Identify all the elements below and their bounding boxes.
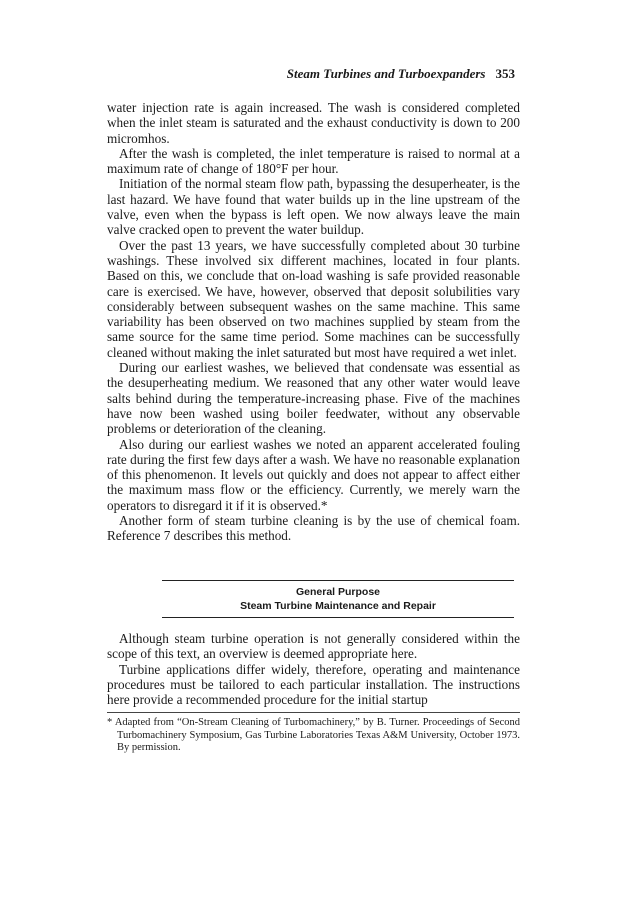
paragraph: Over the past 13 years, we have successfully completed about 30 turbine washings. These involved six different machines, located in four plants. Based on this, we conclude that on-load washing is safe provided reasonable care is exercised. We have, however, observed that deposit solubilities vary considerably between subsequent washes on the same machine. This same variability has been observed on two machines supplied by steam from the same source for the same time period. Some machines can be successfully cleaned without making the inlet saturated but most have required a wet inlet. xyxy=(107,237,520,360)
page-number: 353 xyxy=(495,66,515,81)
section-heading-line-1: General Purpose xyxy=(295,586,381,598)
paragraph: Initiation of the normal steam flow path, bypassing the desuperheater, is the last hazard. We have found that water builds up in the line upstream of the valve, even when the bypass is left open. We now always leave the main valve cracked open to prevent the water buildup. xyxy=(107,176,520,238)
section-heading-line-2: Steam Turbine Maintenance and Repair xyxy=(240,600,436,612)
paragraph: Although steam turbine operation is not generally considered within the scope of this text, an overview is deemed appropriate here. xyxy=(107,631,520,662)
section-heading xyxy=(162,580,514,618)
continuation-text xyxy=(107,100,520,544)
footnote xyxy=(107,712,520,755)
running-header xyxy=(287,66,515,82)
paragraph: water injection rate is again increased. The wash is considered completed when the inlet steam is saturated and the exhaust conductivity is down to 200 micromhos. xyxy=(107,100,520,146)
running-title: Steam Turbines and Turboexpanders xyxy=(286,66,486,81)
paragraph: During our earliest washes, we believed that condensate was essential as the desuperheating medium. We reasoned that any other water would leave salts behind during the temperature-increasing phase. Five of the machines have now been washed using boiler feedwater, without any observable problems or deterioration of the cleaning. xyxy=(107,360,520,437)
footnote-text: * Adapted from “On-Stream Cleaning of Turbomachinery,” by B. Turner. Proceedings of Second Turbomachinery Symposium, Gas Turbine Laboratories Texas A&M University, October 1973. By permission. xyxy=(107,717,520,753)
paragraph: Also during our earliest washes we noted an apparent accelerated fouling rate during the first few days after a wash. We have no reasonable explanation of this phenomenon. It levels out quickly and does not appear to affect either the maximum mass flow or the efficiency. Currently, we merely warn the operators to disregard it if it is observed.* xyxy=(107,436,520,513)
paragraph: Another form of steam turbine cleaning is by the use of chemical foam. Reference 7 describes this method. xyxy=(107,513,520,544)
paragraph: After the wash is completed, the inlet temperature is raised to normal at a maximum rate of change of 180°F per hour. xyxy=(107,145,520,177)
paragraph: Turbine applications differ widely, therefore, operating and maintenance procedures must be tailored to each particular installation. The instructions here provide a recommended procedure for the initial startup xyxy=(107,661,520,708)
section-text xyxy=(107,631,520,707)
